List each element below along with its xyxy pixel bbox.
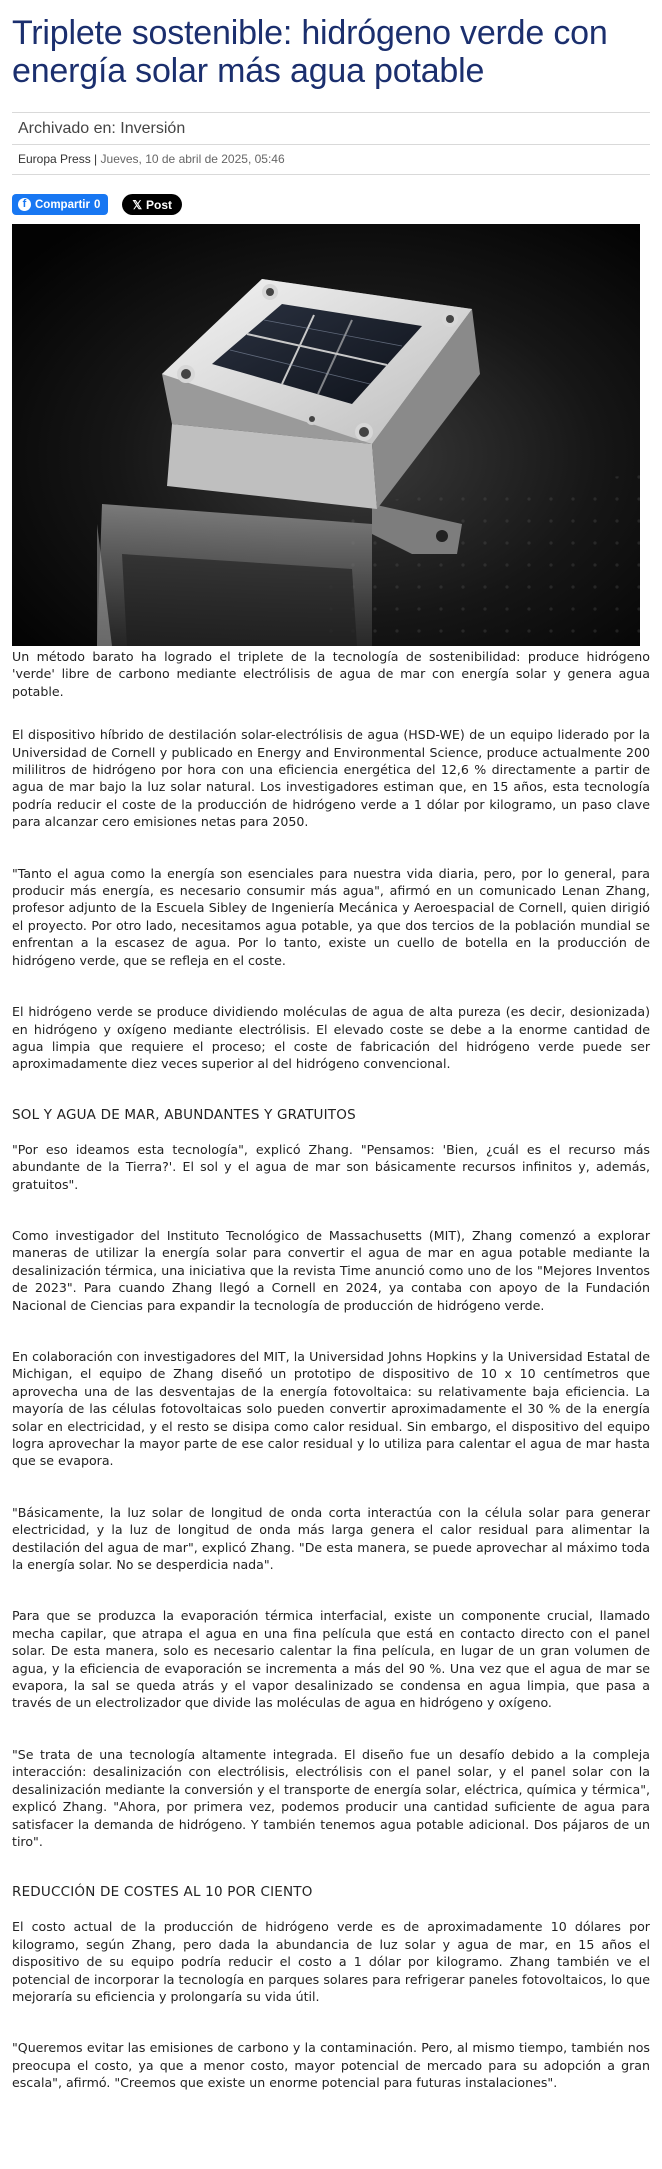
paragraph: "Queremos evitar las emisiones de carbono y la contaminación. Pero, al mismo tiempo, también nos preocupa el costo, ya que a menor costo, mayor potencial de mercado para su adopción a gran escala", afirmó. "Creemos que existe un enorme potencial para futuras instalaciones". — [12, 2040, 650, 2091]
article-photo — [12, 224, 640, 646]
section-heading: REDUCCIÓN DE COSTES AL 10 POR CIENTO — [12, 1884, 313, 1901]
paragraph: "Básicamente, la luz solar de longitud de onda corta interactúa con la célula solar para generar electricidad, y la luz de longitud de onda más larga genera el calor residual para alimentar la destilación del agua de mar", explicó Zhang. "De esta manera, se puede aprovechar al máximo toda la energía solar. No se desperdicia nada". — [12, 1504, 650, 1573]
byline-separator: | — [94, 152, 98, 166]
paragraph: El costo actual de la producción de hidrógeno verde es de aproximadamente 10 dólares por kilogramo, según Zhang, pero dada la abundancia de luz solar y agua de mar, en 15 años el dispositivo de su equipo podría reducir el costo a 1 dólar por kilogramo. Zhang también ve el potencial de incorporar la tecnología en parques solares para refrigerar paneles fotovoltaicos, lo que mejoraría su eficiencia y prolongaría su vida útil. — [12, 1919, 650, 2004]
byline — [12, 145, 650, 175]
category-link[interactable]: Inversión — [120, 120, 186, 137]
article-body — [12, 726, 650, 2091]
source-name: Europa Press — [18, 152, 91, 166]
paragraph: "Tanto el agua como la energía son esenciales para nuestra vida diaria, pero, por lo general, para producir más energía, es necesario consumir más agua", afirmó en un comunicado Lenan Zhang, profesor adjunto de la Escuela Sibley de Ingeniería Mecánica y Aeroespacial de Cornell, quien dirigió el proyecto. Por otro lado, necesitamos agua potable, ya que dos tercios de la población mundial se enfrentan a la escasez de agua. Por lo tanto, existe un cuello de botella en la producción de hidrógeno verde, que se refleja en el coste. — [12, 865, 650, 968]
paragraph: En colaboración con investigadores del MIT, la Universidad Johns Hopkins y la Universidad Estatal de Michigan, el equipo de Zhang diseñó un prototipo de dispositivo de 10 x 10 centímetros que aprovecha una de las desventajas de la energía fotovoltaica: su relativamente baja eficiencia. La mayoría de las células fotovoltaicas solo pueden convertir aproximadamente el 30 % de la energía solar en electricidad, y el resto se disipa como calor residual. Sin embargo, el dispositivo del equipo logra aprovechar la mayor parte de ese calor residual y lo utiliza para calentar el agua de mar hasta que se evapora. — [12, 1348, 650, 1469]
paragraph: "Por eso ideamos esta tecnología", explicó Zhang. "Pensamos: 'Bien, ¿cuál es el recurso más abundante de la Tierra?'. El sol y el agua de mar son básicamente recursos infinitos y, además, gratuitos". — [12, 1141, 650, 1192]
article-title: Triplete sostenible: hidrógeno verde con energía solar más agua potable — [12, 14, 608, 90]
facebook-icon: f — [18, 198, 31, 211]
x-icon: 𝕏 — [132, 197, 143, 212]
paragraph: Para que se produzca la evaporación térmica interfacial, existe un componente crucial, llamado mecha capilar, que atrapa el agua en una fina película que está en contacto directo con el panel solar. De esta manera, solo es necesario calentar la fina película, en lugar de un gran volumen de agua, y la eficiencia de evaporación se incrementa a más del 90 %. Una vez que el agua de mar se evapora, la sal se queda atrás y el vapor desalinizado se condensa en agua limpia, que pasa a través de un electrolizador que divide las moléculas de agua en hidrógeno y oxígeno. — [12, 1608, 650, 1711]
paragraph: El hidrógeno verde se produce dividiendo moléculas de agua de alta pureza (es decir, desionizada) en hidrógeno y oxígeno mediante electrólisis. El elevado coste se debe a la enorme cantidad de agua limpia que requiere el proceso; el coste de fabricación del hidrógeno verde puede ser aproximadamente diez veces superior al del hidrógeno convencional. — [12, 1004, 650, 1072]
facebook-share-label: Compartir — [35, 198, 90, 211]
paragraph: El dispositivo híbrido de destilación solar-electrólisis de agua (HSD-WE) de un equipo liderado por la Universidad de Cornell y publicado en Energy and Environmental Science, produce actualmente 200 mililitros de hidrógeno por hora con una eficiencia energética del 12,6 % directamente a partir de agua de mar bajo la luz solar natural. Los investigadores estiman que, en 15 años, esta tecnología podría reducir el coste de la producción de hidrógeno verde a 1 dólar por kilogramo, un paso clave para alcanzar cero emisiones netas para 2050. — [12, 727, 650, 830]
image-caption: Un método barato ha logrado el triplete de la tecnología de sostenibilidad: produce hidrógeno 'verde' libre de carbono mediante electrólisis de agua de mar con energía solar y genera agua potable. — [12, 649, 650, 699]
facebook-share-count: 0 — [93, 198, 101, 211]
section-heading: SOL Y AGUA DE MAR, ABUNDANTES Y GRATUITOS — [12, 1106, 356, 1123]
share-row — [12, 194, 650, 215]
publish-date: Jueves, 10 de abril de 2025, 05:46 — [100, 152, 285, 166]
archive-label: Archivado en: — [18, 120, 116, 137]
x-post-button[interactable] — [122, 194, 182, 215]
paragraph: "Se trata de una tecnología altamente integrada. El diseño fue un desafío debido a la compleja interacción: desalinización con electrólisis, electrólisis con el panel solar, y el panel solar con la desalinización mediante la conversión y el transporte de energía solar, eléctrica, química y térmica", explicó Zhang. "Ahora, por primera vez, podemos producir una cantidad suficiente de agua para satisfacer la demanda de hidrógeno. Y también tenemos agua potable adicional. Dos pájaros de un tiro". — [12, 1746, 650, 1849]
x-post-label: Post — [146, 197, 173, 212]
facebook-share-button[interactable] — [12, 194, 108, 215]
archive-bar — [12, 112, 650, 145]
paragraph: Como investigador del Instituto Tecnológico de Massachusetts (MIT), Zhang comenzó a explorar maneras de utilizar la energía solar para convertir el agua de mar en agua potable mediante la desalinización térmica, una iniciativa que la revista Time anunció como uno de los "Mejores Inventos de 2023". Para cuando Zhang llegó a Cornell en 2024, ya contaba con apoyo de la Fundación Nacional de Ciencias para expandir la tecnología de producción de hidrógeno verde. — [12, 1227, 650, 1313]
